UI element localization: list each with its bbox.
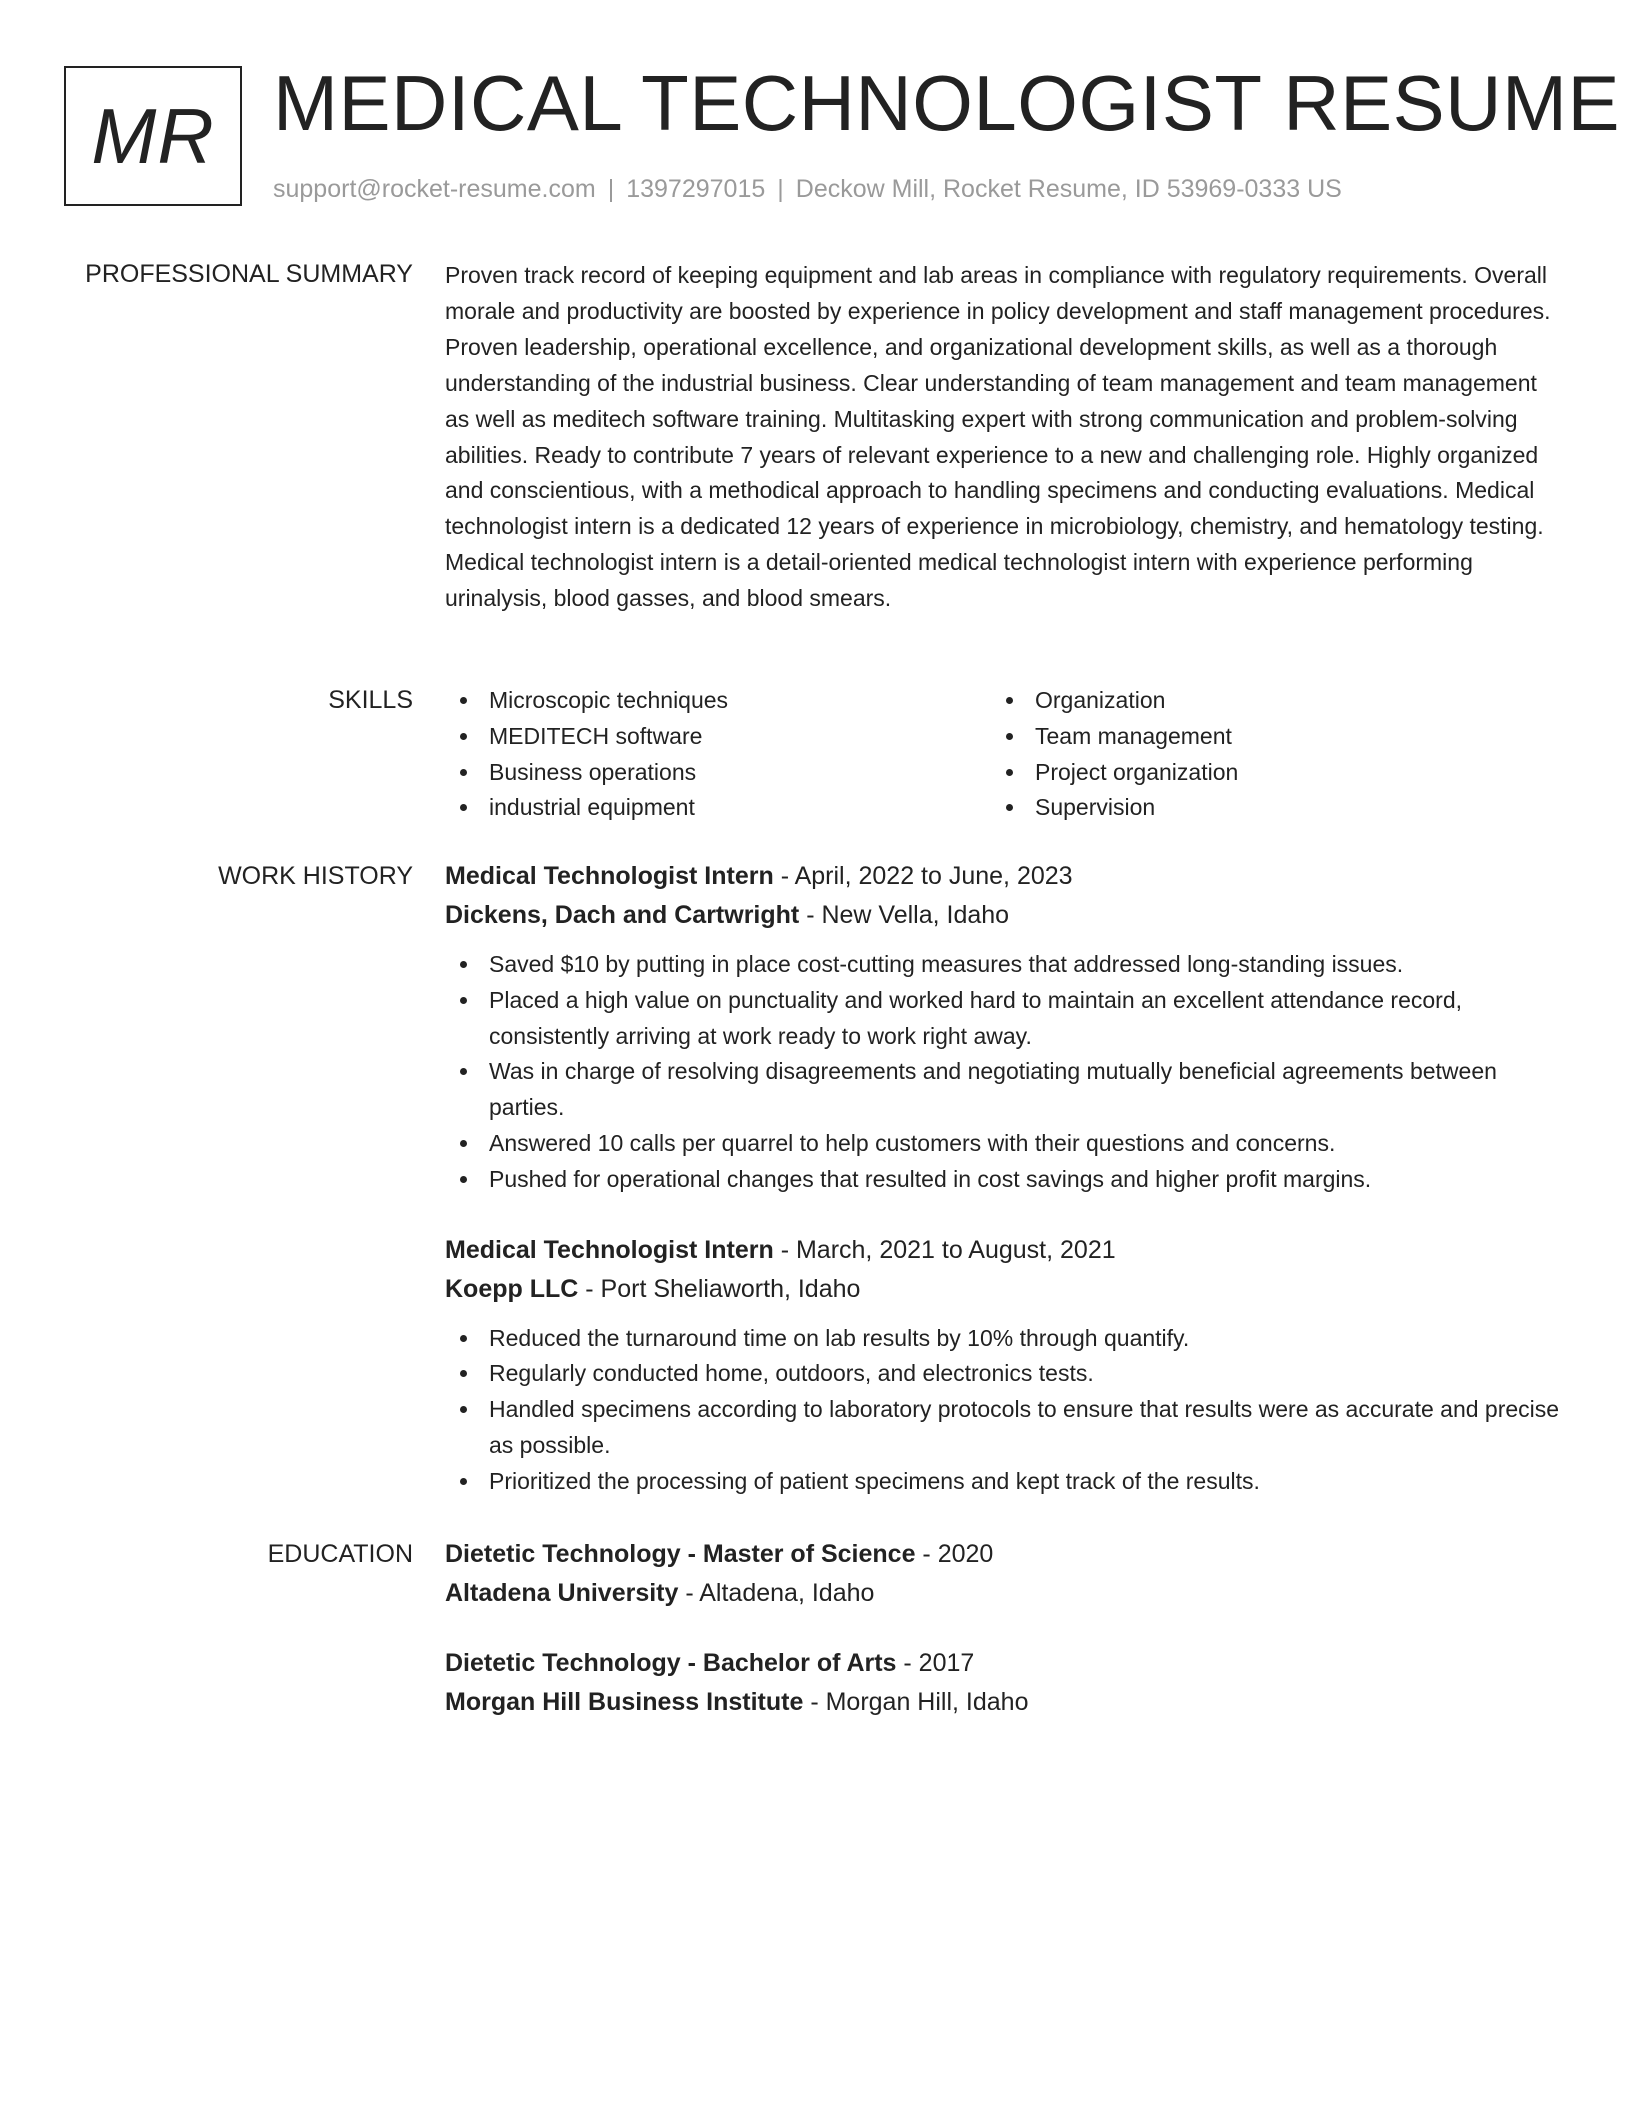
bullet-dot [460,697,467,704]
skill-text: Project organization [1035,758,1239,785]
education-heading: EDUCATION [267,1540,413,1568]
bullet-dot [460,1068,467,1075]
bullet-dot [1006,769,1013,776]
skill-item [445,719,991,755]
job-bullet-text: Prioritized the processing of patient specimens and kept track of the results. [489,1467,1260,1494]
job-title: Medical Technologist Intern [445,862,774,890]
bullet-dot [460,1140,467,1147]
work-history-body [445,857,1560,1500]
job-bullet-text: Pushed for operational changes that resulted in cost savings and higher profit margins. [489,1165,1372,1192]
bullet-dot [1006,804,1013,811]
contact-phone: 1397297015 [626,175,766,203]
job-bullet-text: Regularly conducted home, outdoors, and electronics tests. [489,1360,1094,1387]
skill-item [991,755,1537,791]
job-company-line [445,1270,1560,1309]
skills-heading: SKILLS [328,686,413,714]
job-title-line [445,857,1560,896]
job-bullet-text: Was in charge of resolving disagreements and negotiating mutually beneficial agreements between parties. [489,1058,1497,1121]
education-location: - Morgan Hill, Idaho [803,1688,1029,1716]
bullet-dot [460,804,467,811]
job-location: - Port Sheliaworth, Idaho [578,1274,861,1303]
education-location: - Altadena, Idaho [678,1579,875,1607]
summary-body [445,258,1560,617]
bullet-dot [1006,733,1013,740]
bullet-dot [460,1370,467,1377]
skill-item [445,683,991,719]
job-title-line [445,1231,1560,1270]
job-bullet [445,1392,1560,1464]
education-body [445,1535,1560,1722]
skill-item [991,683,1537,719]
education-year: - 2017 [896,1649,975,1677]
bullet-dot [1006,697,1013,704]
job-bullet [445,1054,1560,1126]
contact-line [273,172,1342,206]
education-entry [445,1535,1560,1613]
education-year: - 2020 [915,1540,994,1568]
job-bullet [445,983,1560,1055]
job-bullet [445,1464,1560,1500]
contact-separator: | [777,175,784,203]
skills-column [445,683,991,826]
job-dates: - April, 2022 to June, 2023 [773,862,1073,890]
bullet-dot [460,1176,467,1183]
job-bullet [445,1126,1560,1162]
bullet-dot [460,1406,467,1413]
skill-text: Supervision [1035,794,1156,821]
job-bullet-text: Saved $10 by putting in place cost-cutting measures that addressed long-standing issues. [489,951,1404,977]
skill-text: industrial equipment [489,794,695,821]
job-company: Koepp LLC [445,1274,579,1303]
summary-heading: PROFESSIONAL SUMMARY [85,260,413,288]
bullet-dot [460,769,467,776]
education-school: Altadena University [445,1579,679,1607]
education-degree-line [445,1644,1560,1683]
skill-item [991,790,1537,826]
monogram-initials: MR [91,92,215,180]
monogram-box [64,66,242,206]
skill-text: Business operations [489,758,697,785]
education-degree: Dietetic Technology - Master of Science [445,1540,916,1568]
work-history-heading: WORK HISTORY [218,862,413,890]
summary-text: Proven track record of keeping equipment and lab areas in compliance with regulatory requirements. Overall morale and productivity are boosted by experience in policy development and staff management procedures. Proven leadership, operational excellence, and organizational development skills, as well as a thorough understanding of the industrial business. Clear understanding of team management and team management as well as meditech software training. Multitasking expert with strong communication and problem-solving abilities. Ready to contribute 7 years of relevant experience to a new and challenging role. Highly organized and conscientious, with a methodical approach to handling specimens and conducting evaluations. Medical technologist intern is a dedicated 12 years of experience in microbiology, chemistry, and hematology testing. Medical technologist intern is a detail-oriented medical technologist intern with experience performing urinalysis, blood gasses, and blood smears. [445,262,1551,612]
skill-item [445,755,991,791]
job-bullet [445,947,1560,983]
job-location: - New Vella, Idaho [799,901,1010,929]
contact-email: support@rocket-resume.com [273,175,596,203]
bullet-dot [460,733,467,740]
contact-separator: | [607,175,615,203]
job-dates: - March, 2021 to August, 2021 [773,1235,1116,1264]
job-company: Dickens, Dach and Cartwright [445,901,800,929]
job-bullet [445,1162,1560,1198]
job-entry [445,857,1560,1198]
job-title: Medical Technologist Intern [445,1235,774,1264]
job-bullet-list [445,947,1560,1198]
skill-text: Team management [1035,722,1232,749]
education-school-line [445,1574,1560,1613]
job-bullet-list [445,1321,1560,1500]
job-bullet-text: Answered 10 calls per quarrel to help customers with their questions and concerns. [489,1129,1336,1156]
skill-text: Microscopic techniques [489,687,729,713]
skills-column [991,683,1537,826]
education-degree: Dietetic Technology - Bachelor of Arts [445,1649,897,1677]
job-bullet-text: Placed a high value on punctuality and worked hard to maintain an excellent attendance record, consistently arriving at work ready to work right away. [489,986,1463,1049]
skill-item [991,719,1537,755]
education-degree-line [445,1535,1560,1574]
job-bullet-text: Reduced the turnaround time on lab results by 10% through quantify. [489,1324,1190,1351]
job-entry [445,1231,1560,1500]
skills-grid [445,683,1560,826]
bullet-dot [460,961,467,968]
skills-body [445,683,1560,826]
skill-item [445,790,991,826]
job-bullet [445,1356,1560,1392]
bullet-dot [460,997,467,1004]
job-company-line [445,896,1560,935]
education-school-line [445,1683,1560,1722]
education-school: Morgan Hill Business Institute [445,1688,804,1716]
bullet-dot [460,1478,467,1485]
education-entry [445,1644,1560,1722]
job-bullet [445,1321,1560,1357]
skill-text: Organization [1035,687,1166,713]
skill-text: MEDITECH software [489,722,703,749]
contact-address: Deckow Mill, Rocket Resume, ID 53969-0333 US [795,175,1342,203]
bullet-dot [460,1335,467,1342]
page-title: MEDICAL TECHNOLOGIST RESUME [273,59,1620,147]
job-bullet-text: Handled specimens according to laboratory protocols to ensure that results were as accurate and precise as possible. [489,1396,1560,1458]
